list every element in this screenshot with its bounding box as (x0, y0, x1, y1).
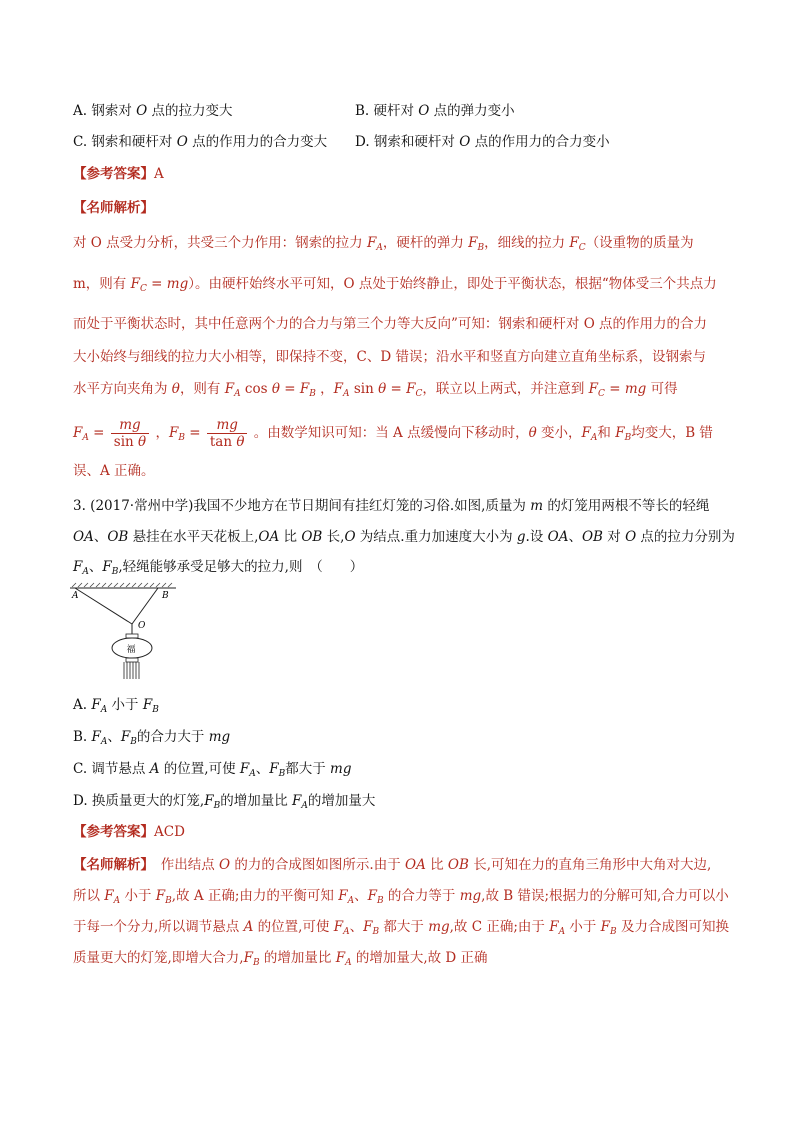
answer-label: 【参考答案】 (73, 166, 154, 182)
q2-analysis-line-5: 水平方向夹角为 θ，则有 $F_A$ $\cos \theta = F_B$ ，$F_A$ $\sin \theta = F_C$，联立以上两式，并注意到 $F_C$ = mg 可得 (73, 381, 678, 399)
q3-analysis-line-3: 于每一个分力,所以调节悬点 A 的位置,可使 $F_A$、$F_B$ 都大于 mg,故 C 正确;由于 $F_A$ 小于 $F_B$ 及力合成图可知换 (73, 919, 729, 937)
q3-analysis-line-4: 质量更大的灯笼,即增大合力$,F_B$ 的增加量比 $F_A$ 的增加量大,故 D 正确 (73, 950, 488, 968)
q2-analysis-line-3: 而处于平衡状态时，其中任意两个力的合力与第三个力等大反向”可知：钢索和硬杆对 O 点的作用力的合力 (73, 316, 708, 332)
label-o: O (138, 621, 146, 631)
q3-analysis-line-2: 所以 $F_A$ 小于 $F_B$,故 A 正确;由力的平衡可知 $F_A$、$F_B$ 的合力等于 mg,故 B 错误;根据力的分解可知,合力可以小 (73, 888, 729, 906)
q2-analysis-line-1: 对 O 点受力分析，共受三个力作用：钢索的拉力 $F_A$，硬杆的弹力 $F_B$，细线的拉力 $F_C$（设重物的质量为 (73, 235, 694, 253)
q3-analysis-line-1: 【名师解析】 作出结点 O 的力的合成图如图所示.由于 OA 比 OB 长,可知在力的直角三角形中大角对大边, (73, 857, 712, 873)
q2-option-c: C. 钢索和硬杆对 O 点的作用力的合力变大 (73, 134, 328, 150)
q3-option-d: D. 换质量更大的灯笼$,F_B$的增加量比 $F_A$的增加量大 (73, 793, 376, 811)
q2-answer (73, 164, 164, 184)
label-a: A (72, 591, 79, 601)
q2-option-d: D. 钢索和硬杆对 O 点的作用力的合力变小 (355, 134, 610, 150)
q2-analysis-line-6: $F_A$ = $\frac{mg}{\text{sin θ}}$ ，$F_B$ = $\frac{mg}{\text{tan θ}}$ 。由数学知识可知：当 A 点缓慢向下移动时，θ 变小，$F_A$和 $F_B$均变大，B 错 (73, 417, 713, 450)
lantern-char: 福 (126, 645, 136, 655)
q3-stem-line-2: OA、OB 悬挂在水平天花板上,OA 比 OB 长,O 为结点.重力加速度大小为 g.设 OA、OB 对 O 点的拉力分别为 (73, 529, 735, 545)
q3-option-c: C. 调节悬点 A 的位置,可使 $F_A$、$F_B$都大于 mg (73, 761, 352, 779)
label-b: B (162, 591, 169, 601)
q2-option-b: B. 硬杆对 O 点的弹力变小 (355, 103, 515, 119)
rope-oa (75, 588, 132, 624)
lantern-diagram (70, 582, 180, 687)
q3-option-a: A. $F_A$ 小于 $F_B$ (73, 697, 159, 715)
q3-answer: 【参考答案】ACD (73, 824, 185, 840)
q2-analysis-line-4: 大小始终与细线的拉力大小相等，即保持不变，C、D 错误；沿水平和竖直方向建立直角坐标系，设钢索与 (73, 349, 706, 365)
q2-option-a: A. 钢索对 O 点的拉力变大 (73, 103, 233, 119)
lantern-tassel (124, 662, 139, 679)
q3-stem-line-3: $F_A$、$F_B$,轻绳能够承受足够大的拉力,则 （ ） (73, 559, 364, 577)
q3-stem-line-1: 3. (2017·常州中学)我国不少地方在节日期间有挂红灯笼的习俗.如图,质量为 m 的灯笼用两根不等长的轻绳 (73, 498, 710, 514)
q2-analysis-line-7: 误、A 正确。 (73, 463, 155, 479)
answer-value: A (154, 166, 164, 182)
q2-analysis-label: 【名师解析】 (73, 200, 154, 216)
q3-option-b: B. $F_A$、$F_B$的合力大于 mg (73, 729, 231, 747)
q2-analysis-line-2: m，则有 $F_C = mg$）。由硬杆始终水平可知，O 点处于始终静止，即处于平衡状态，根据“物体受三个共点力 (73, 276, 717, 294)
rope-ob (132, 588, 158, 624)
